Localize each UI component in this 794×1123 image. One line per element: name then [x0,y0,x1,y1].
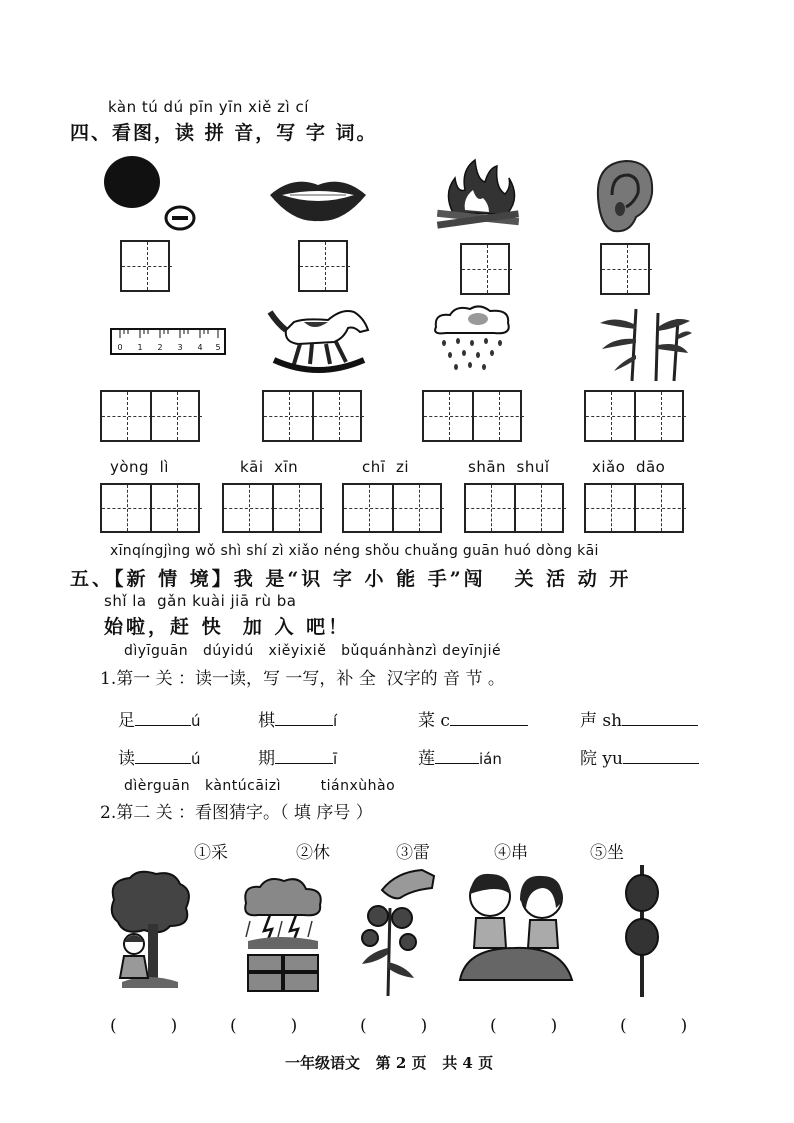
writing-box-3-3[interactable] [342,483,442,533]
writing-box-2-2[interactable] [262,390,362,442]
q1-item-5[interactable] [118,744,201,769]
tree-and-person-image [108,870,192,992]
writing-box-3-2[interactable] [222,483,322,533]
q1-item-2[interactable] [258,706,337,731]
sun-and-moon-image [100,155,200,235]
pinyin-word-4: shān shuǐ [468,458,550,476]
q1-blank-4[interactable] [622,709,698,726]
q1-blank-7[interactable] [435,747,479,764]
hand-picking-fruit-image [352,868,436,998]
ruler-tick-1: 1 [137,343,143,352]
two-kids-on-rock-image [458,868,574,988]
q1-item-8-char: 院 yu [580,749,623,769]
q1-item-3[interactable] [418,706,528,731]
q1-blank-1[interactable] [135,709,191,726]
writing-box-3-4[interactable] [464,483,564,533]
q1-item-1-char: 足 [118,711,135,731]
q1-blank-6[interactable] [275,747,333,764]
q2-option-2: ②休 [296,843,330,863]
q1-pinyin: dìyīguān dúyidú xiěyixiě bǔquánhànzì deyīnjié [124,643,502,659]
q2-option-4: ④串 [494,843,528,863]
ruler-tick-5: 5 [215,343,221,352]
q1-item-6-char: 期 [258,749,275,769]
q2-pinyin: dìèrguān kàntúcāizì tiánxùhào [124,778,396,794]
q1-item-4-char: 声 sh [580,711,623,731]
writing-box-1-4[interactable] [600,243,650,295]
section5-pinyin-line2: shǐ la gǎn kuài jiā rù ba [104,592,297,610]
q1-blank-5[interactable] [135,747,191,764]
q1-item-7-suffix: ián [479,750,502,768]
section5-pinyin-line1: xīnqíngjìng wǒ shì shí zì xiǎo néng shǒu chuǎng guān huó dòng kāi [110,543,599,559]
pinyin-word-5: xiǎo dāo [592,458,666,476]
ruler-tick-3: 3 [177,343,183,352]
fire-image [433,158,523,233]
q1-item-1[interactable] [118,706,201,731]
q1-item-8[interactable] [580,744,699,769]
section5-title-line2: 始啦，赶 快 加 入 吧！ [104,616,351,638]
pinyin-word-3: chī zi [362,458,409,476]
writing-box-3-5[interactable] [584,483,684,533]
rocking-horse-image [264,302,372,377]
skewer-image [618,865,666,997]
writing-box-1-3[interactable] [460,243,510,295]
q1-item-7[interactable] [418,744,502,769]
rain-cloud-image [430,305,514,373]
q1-item-6-suffix: ī [333,750,338,768]
q2-answer-1[interactable]: ( ) [110,1016,178,1036]
q1-item-2-suffix: í [333,712,338,730]
q2-option-1: ①采 [194,843,228,863]
ruler-image [110,328,226,356]
ruler-tick-2: 2 [157,343,163,352]
q1-blank-2[interactable] [275,709,333,726]
bamboo-image [596,305,692,383]
q1-item-3-char: 菜 c [418,711,450,731]
q1-item-7-char: 莲 [418,749,435,769]
q2-option-3: ③雷 [396,843,430,863]
cloud-over-field-image [240,875,324,995]
ruler-tick-4: 4 [197,343,203,352]
q1-item-4[interactable] [580,706,698,731]
writing-box-1-2[interactable] [298,240,348,292]
q1-item-5-suffix: ú [191,750,201,768]
writing-box-2-1[interactable] [100,390,200,442]
writing-box-1-1[interactable] [120,240,170,292]
section4-title-pinyin: kàn tú dú pīn yīn xiě zì cí [108,98,309,116]
q1-blank-8[interactable] [623,747,699,764]
section4-title: 四、看图，读 拼 音，写 字 词。 [70,122,378,144]
q1-item-2-char: 棋 [258,711,275,731]
q2-answer-3[interactable]: ( ) [360,1016,428,1036]
writing-box-3-1[interactable] [100,483,200,533]
pinyin-word-2: kāi xīn [240,458,299,476]
q1-blank-3[interactable] [450,709,528,726]
writing-box-2-3[interactable] [422,390,522,442]
lips-image [268,175,368,225]
q1-item-1-suffix: ú [191,712,201,730]
q2-title: 2.第二 关 ：看图猜字。（ 填 序号 ） [100,803,373,823]
q2-answer-5[interactable]: ( ) [620,1016,688,1036]
q2-answer-4[interactable]: ( ) [490,1016,558,1036]
ruler-tick-0: 0 [117,343,123,352]
ear-image [588,157,658,235]
q2-answer-2[interactable]: ( ) [230,1016,298,1036]
pinyin-word-1: yòng lì [110,458,169,476]
section5-title-line1: 五、【新 情 境】我 是“识 字 小 能 手”闯 关 活 动 开 [70,568,632,590]
q1-item-5-char: 读 [118,749,135,769]
page-footer: 一年级语文 第 2 页 共 4 页 [285,1054,494,1072]
q1-item-6[interactable] [258,744,337,769]
q1-title: 1.第一 关 ：读一读，写 一写，补 全 汉字的 音 节 。 [100,669,505,689]
q2-option-5: ⑤坐 [590,843,624,863]
writing-box-2-4[interactable] [584,390,684,442]
